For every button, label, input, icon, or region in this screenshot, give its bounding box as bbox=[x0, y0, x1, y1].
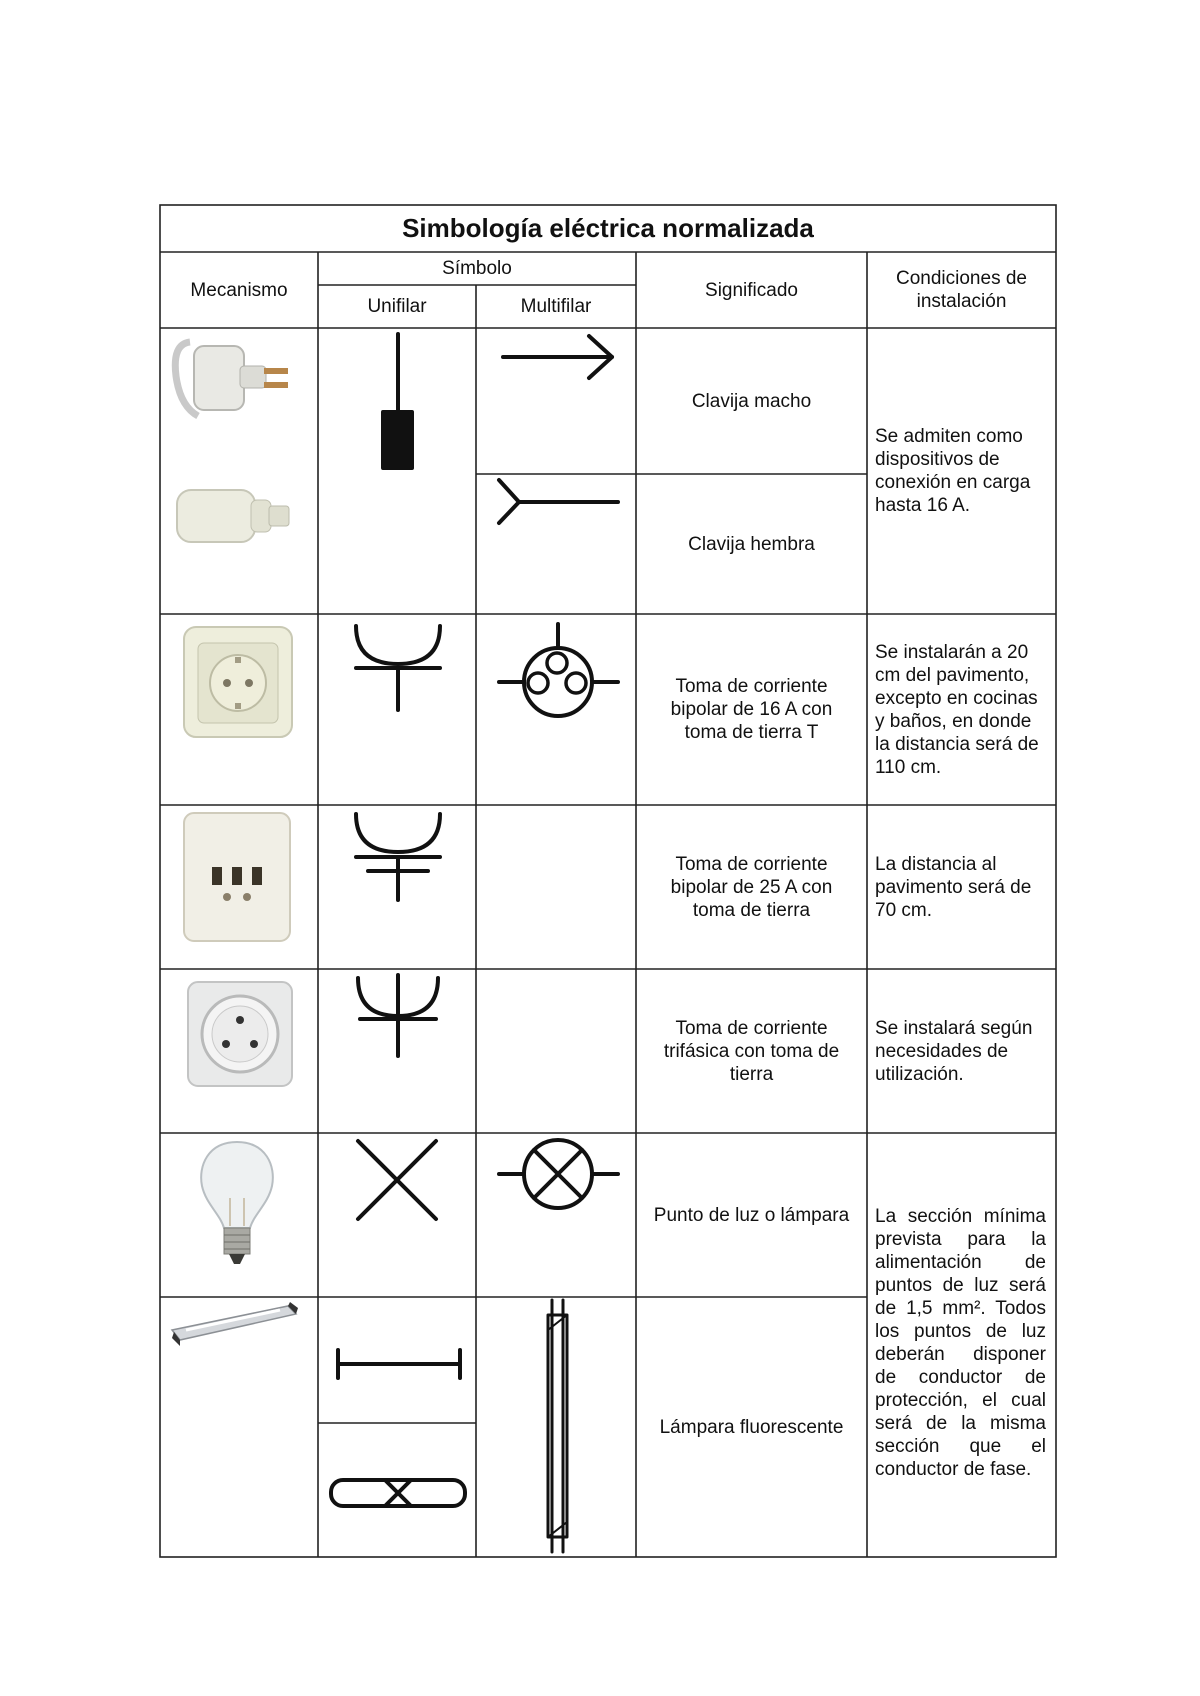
wall-socket-16a-icon bbox=[182, 625, 294, 739]
light-bulb-icon bbox=[196, 1138, 278, 1268]
arrow-male-plug-icon bbox=[503, 336, 612, 378]
significado-punto-luz: Punto de luz o lámpara bbox=[653, 1204, 850, 1226]
significado-toma-trifasica: Toma de corriente trifásica con toma de tierra bbox=[663, 1017, 840, 1085]
condiciones-toma-trifasica: Se instalará según necesidades de utilización. bbox=[875, 1017, 1033, 1085]
plug-unifilar-icon bbox=[383, 334, 412, 468]
header-condiciones: Condiciones de instalación bbox=[896, 268, 1027, 312]
header-mecanismo: Mecanismo bbox=[190, 279, 288, 301]
three-phase-socket-icon bbox=[186, 980, 294, 1088]
condiciones-toma-16a: Se instalarán a 20 cm del pavimento, excepto en cocinas y baños, en donde la distancia será de 110 cm. bbox=[875, 641, 1039, 778]
condiciones-toma-25a: La distancia al pavimento será de 70 cm. bbox=[875, 853, 1032, 921]
table-title: Simbología eléctrica normalizada bbox=[402, 213, 814, 243]
fluorescent-unifilar-alt-icon bbox=[331, 1480, 465, 1506]
lamp-circle-cross-icon bbox=[499, 1140, 618, 1208]
socket-unifilar-icon bbox=[356, 626, 440, 710]
condiciones-puntos-luz: La sección mínima prevista para la alimentación de puntos de luz será de 1,5 mm². Todos los puntos de luz deberán disponer de conductor de protección, el cual será de la misma sección que el conductor de fase. bbox=[875, 1206, 1046, 1480]
header-multifilar: Multifilar bbox=[520, 296, 592, 317]
significado-fluorescente: Lámpara fluorescente bbox=[659, 1416, 844, 1438]
socket-multifilar-icon bbox=[499, 624, 618, 716]
header-simbolo: Símbolo bbox=[442, 258, 512, 279]
fluorescent-multifilar-icon bbox=[548, 1300, 567, 1552]
significado-toma-25a: Toma de corriente bipolar de 25 A con toma de tierra bbox=[670, 853, 833, 921]
fluorescent-tube-icon bbox=[168, 1300, 300, 1348]
header-unifilar: Unifilar bbox=[367, 296, 427, 317]
plug-male-icon bbox=[170, 336, 290, 424]
significado-clavija-macho: Clavija macho bbox=[691, 390, 812, 412]
lamp-cross-icon bbox=[358, 1141, 436, 1219]
condiciones-clavijas: Se admiten como dispositivos de conexión en carga hasta 16 A. bbox=[875, 426, 1031, 516]
wall-socket-25a-icon bbox=[182, 811, 292, 943]
significado-clavija-hembra: Clavija hembra bbox=[688, 533, 815, 555]
three-phase-unifilar-icon bbox=[358, 975, 438, 1056]
female-plug-multifilar-icon bbox=[499, 480, 618, 523]
fluorescent-unifilar-icon bbox=[338, 1350, 460, 1378]
header-significado: Significado bbox=[705, 279, 798, 301]
socket-25a-unifilar-icon bbox=[356, 814, 440, 900]
significado-toma-16a: Toma de corriente bipolar de 16 A con toma de tierra T bbox=[670, 676, 833, 743]
plug-female-icon bbox=[175, 484, 293, 548]
